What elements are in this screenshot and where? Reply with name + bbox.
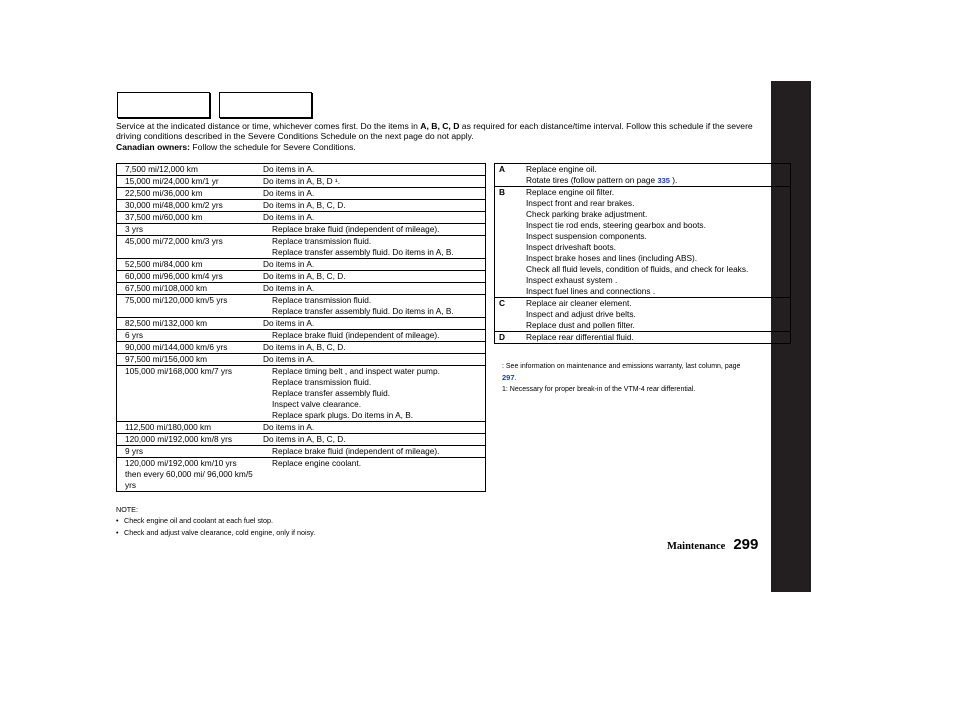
schedule-action-line: Do items in A, B, C, D. [263,434,346,444]
footnote-text: : See information on maintenance and emissions warranty, last column, page [502,363,741,370]
schedule-action-line: Replace spark plugs. Do items in A, B. [272,410,414,420]
service-item: Inspect and adjust drive belts. [526,309,636,319]
service-item: Replace dust and pollen filter. [526,320,635,330]
service-code-items [519,187,791,298]
schedule-interval: 60,000 mi/96,000 km/4 yrs [117,271,256,283]
schedule-interval: 112,500 mi/180,000 km [117,422,256,434]
canadian-owners-text: Follow the schedule for Severe Conditions. [190,141,356,152]
schedule-action [255,366,486,422]
service-items-table [494,163,791,344]
maintenance-schedule-table [116,163,486,492]
service-item [526,175,790,186]
schedule-action-line: Replace transfer assembly fluid. Do items in A, B. [272,306,454,316]
schedule-action-line: Replace transmission fluid. [272,377,372,387]
schedule-row [117,342,486,354]
schedule-row [117,318,486,330]
footnote-warranty [502,361,752,384]
footnote-text: . [514,375,517,382]
schedule-action [255,176,486,188]
schedule-row [117,176,486,188]
service-item: Replace rear differential fluid. [526,332,634,342]
schedule-action-line: Do items in A. [263,212,315,222]
schedule-row [117,366,486,422]
schedule-action [255,354,486,366]
note-text: Check and adjust valve clearance, cold engine, only if noisy. [124,528,316,537]
schedule-interval: 45,000 mi/72,000 km/3 yrs [117,236,256,259]
schedule-action-line: Replace brake fluid (independent of mileage). [272,330,440,340]
schedule-action-line: Do items in A. [263,283,315,293]
footnote-vtm4: 1: Necessary for proper break-in of the VTM-4 rear differential. [502,386,696,393]
schedule-row [117,354,486,366]
schedule-action [255,434,486,446]
schedule-action [255,295,486,318]
schedule-interval: 22,500 mi/36,000 km [117,188,256,200]
schedule-action [255,236,486,259]
schedule-interval: 9 yrs [117,446,256,458]
note-item [116,516,273,525]
service-item: Inspect fuel lines and connections . [526,286,656,296]
service-item: Replace air cleaner element. [526,298,632,308]
schedule-row [117,295,486,318]
schedule-row [117,422,486,434]
service-code-items [519,164,791,187]
service-item: Replace engine oil. [526,164,597,174]
schedule-row [117,434,486,446]
schedule-action-line: Do items in A. [263,259,315,269]
schedule-action-line: Do items in A, B, D ¹. [263,176,340,186]
schedule-interval: 105,000 mi/168,000 km/7 yrs [117,366,256,422]
schedule-row [117,330,486,342]
service-code-row [495,332,791,344]
page-footer [667,536,758,554]
schedule-interval: 15,000 mi/24,000 km/1 yr [117,176,256,188]
schedule-interval: 82,500 mi/132,000 km [117,318,256,330]
schedule-interval: 52,500 mi/84,000 km [117,259,256,271]
schedule-action [255,458,486,492]
schedule-action [255,164,486,176]
schedule-row [117,164,486,176]
schedule-row [117,224,486,236]
schedule-action [255,342,486,354]
schedule-action-line: Replace transmission fluid. [272,236,372,246]
service-code-row [495,187,791,298]
schedule-action-line: Replace timing belt , and inspect water pump. [272,366,440,376]
schedule-interval: 67,500 mi/108,000 km [117,283,256,295]
schedule-action [255,224,486,236]
bullet-icon: • [116,528,119,537]
schedule-action [255,259,486,271]
schedule-action [255,200,486,212]
note-text: Check engine oil and coolant at each fuel stop. [124,516,274,525]
service-item-text: Rotate tires (follow pattern on page [526,175,658,185]
schedule-action-line: Replace transfer assembly fluid. Do items in A, B. [272,247,454,257]
schedule-row [117,259,486,271]
service-item: Inspect suspension components. [526,231,647,241]
intro-part: Service at the indicated distance or time, whichever comes first. Do the items in [116,121,421,131]
page-number: 299 [733,536,759,553]
schedule-interval: 3 yrs [117,224,256,236]
schedule-action-line: Replace transmission fluid. [272,295,372,305]
schedule-action-line: Do items in A, B, C, D. [263,342,346,352]
service-item: Inspect front and rear brakes. [526,198,635,208]
intro-part: as required for each distance/time interval. Follow this schedule if the severe driving conditions described in the Severe Conditions Schedule on the next page do not apply. [116,121,753,142]
schedule-action-line: Do items in A. [263,354,315,364]
header-tab-box-left [117,92,210,118]
schedule-interval: 6 yrs [117,330,256,342]
schedule-row [117,212,486,224]
schedule-interval: 30,000 mi/48,000 km/2 yrs [117,200,256,212]
service-code-key: D [495,332,520,344]
schedule-action [255,212,486,224]
schedule-action-line: Do items in A. [263,164,315,174]
note-label: NOTE: [116,505,138,514]
schedule-action [255,283,486,295]
service-item: Replace engine oil filter. [526,187,615,197]
schedule-interval: 7,500 mi/12,000 km [117,164,256,176]
section-label: Maintenance [667,541,726,552]
schedule-action-line: Do items in A. [263,188,315,198]
service-item: Check all fluid levels, condition of fluids, and check for leaks. [526,264,749,274]
service-item: Check parking brake adjustment. [526,209,648,219]
intro-text [116,121,756,152]
schedule-row [117,200,486,212]
service-code-items [519,298,791,332]
schedule-action-line: Inspect valve clearance. [272,399,362,409]
intro-bold-codes: A, B, C, D [420,121,460,131]
canadian-owners-label: Canadian owners: [116,141,191,152]
schedule-interval: 120,000 mi/192,000 km/8 yrs [117,434,256,446]
schedule-action-line: Do items in A, B, C, D. [263,200,346,210]
schedule-row [117,446,486,458]
service-item-text: ). [669,175,678,185]
schedule-action [255,318,486,330]
schedule-action [255,330,486,342]
header-tab-box-right [219,92,312,118]
page-297-link[interactable]: 297 [502,373,515,382]
service-code-items [519,332,791,344]
schedule-action-line: Do items in A, B, C, D. [263,271,346,281]
service-item: Inspect brake hoses and lines (including ABS). [526,253,698,263]
schedule-interval: 75,000 mi/120,000 km/5 yrs [117,295,256,318]
schedule-action-line: Replace transfer assembly fluid. [272,388,391,398]
schedule-row [117,271,486,283]
schedule-action-line: Replace brake fluid (independent of mileage). [272,446,440,456]
service-code-key: A [495,164,520,187]
schedule-action [255,422,486,434]
schedule-action-line: Replace brake fluid (independent of mileage). [272,224,440,234]
bullet-icon: • [116,516,119,525]
schedule-action [255,446,486,458]
schedule-row [117,236,486,259]
note-item [116,528,315,537]
schedule-action-line: Do items in A. [263,422,315,432]
schedule-interval: 120,000 mi/192,000 km/10 yrs then every 60,000 mi/ 96,000 km/5 yrs [117,458,256,492]
service-item: Inspect tie rod ends, steering gearbox and boots. [526,220,706,230]
schedule-action-line: Replace engine coolant. [272,458,362,468]
page-335-link[interactable]: 335 [657,176,670,185]
schedule-action [255,188,486,200]
service-code-row [495,164,791,187]
service-code-key: C [495,298,520,332]
schedule-row [117,458,486,492]
service-code-row [495,298,791,332]
schedule-action [255,271,486,283]
schedule-row [117,283,486,295]
schedule-interval: 37,500 mi/60,000 km [117,212,256,224]
schedule-action-line: Do items in A. [263,318,315,328]
service-code-key: B [495,187,520,298]
schedule-interval: 90,000 mi/144,000 km/6 yrs [117,342,256,354]
schedule-row [117,188,486,200]
service-item: Inspect exhaust system . [526,275,618,285]
service-item: Inspect driveshaft boots. [526,242,616,252]
schedule-interval: 97,500 mi/156,000 km [117,354,256,366]
